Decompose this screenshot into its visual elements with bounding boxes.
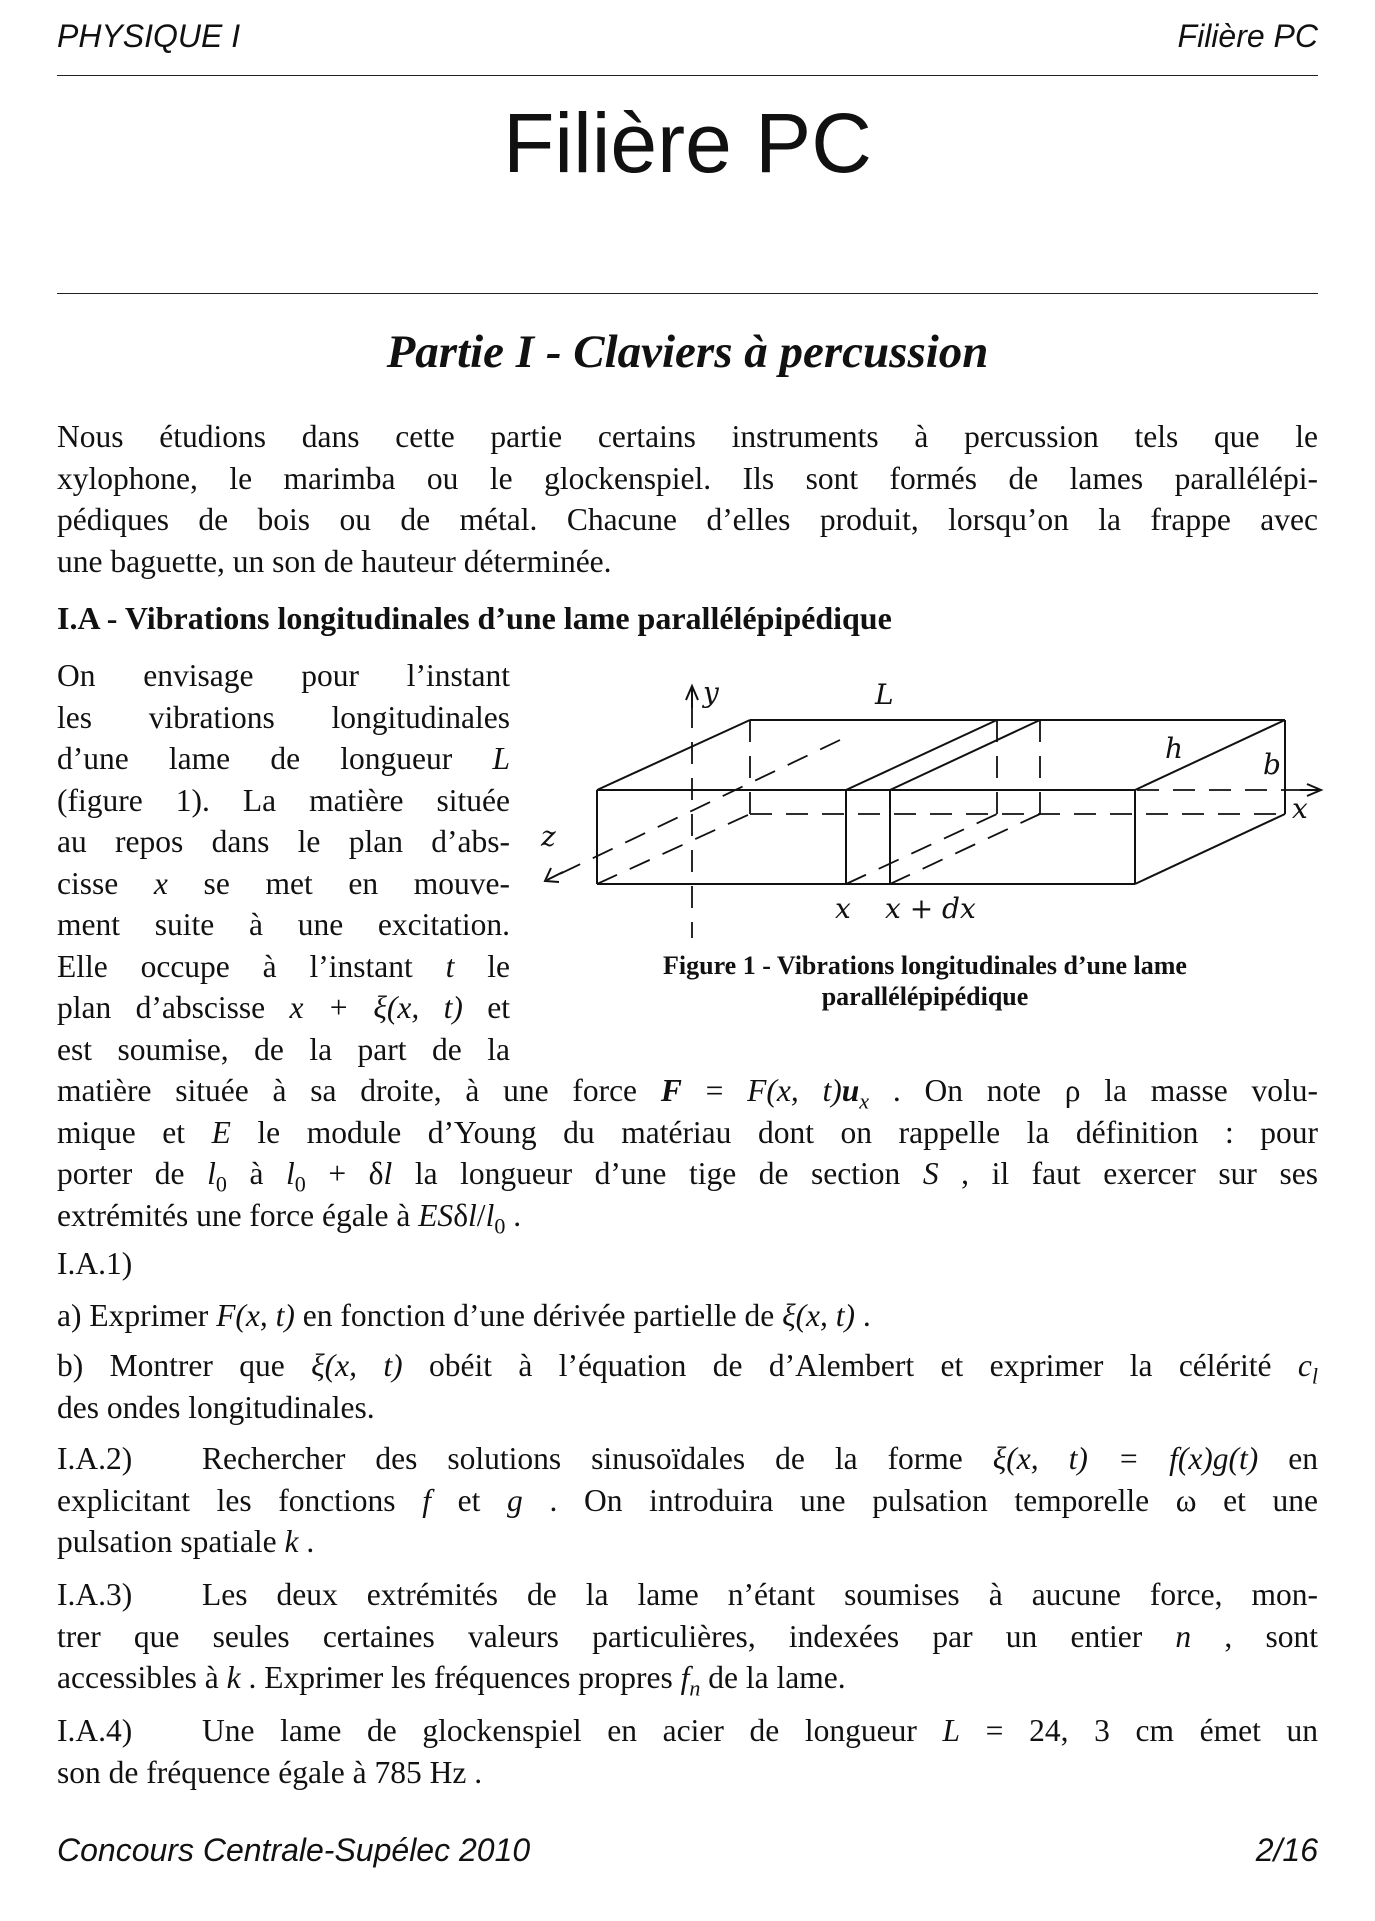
question-1b: b) Montrer que ξ(x, t) obéit à l’équation de d’Alembert et exprimer la célérité $c_l$ des ondes longitudinales. [57, 1348, 1318, 1425]
intro-paragraph [57, 416, 1318, 582]
body-line: mique et E le module d’Young du matériau dont on rappelle la définition : pour [57, 1114, 1319, 1150]
question-1-tag: I.A.1) [57, 1246, 133, 1281]
body-line: d’une lame de longueur L [57, 741, 510, 776]
label-z: z [541, 820, 556, 853]
box-edge [1135, 814, 1285, 884]
label-h: h [1165, 732, 1184, 765]
body-line: ment suite à une excitation. [57, 907, 510, 942]
body-line: plan d’abscisse x + ξ(x, t) et [57, 990, 510, 1025]
page-title: Filière PC [503, 96, 872, 190]
intro-line: xylophone, le marimba ou le glockenspiel. Ils sont formés de lames parallélépi- [57, 460, 1318, 496]
question-4: I.A.4) Une lame de glockenspiel en acier de longueur L = 24, 3 cm émet un son de fréquence égale à 785 Hz . [57, 1710, 1318, 1793]
body-line: matière située à sa droite, à une force F = F(x, $t)u_x$ . On note ρ la masse volu- [57, 1073, 1319, 1114]
footer-contest: Concours Centrale-Supélec 2010 [57, 1832, 531, 1868]
part-title: Partie I - Claviers à percussion [386, 326, 989, 378]
box-edge [597, 720, 750, 790]
figure-1 [535, 668, 1325, 938]
question-tag: I.A.4) [57, 1713, 133, 1748]
body-line: porter de $l_0$ à $l_0 + \delta l$ la longueur d’une tige de section S , il faut exercer sur ses [57, 1156, 1318, 1197]
question-3: I.A.3) Les deux extrémités de la lame n’étant soumises à aucune force, mon- trer que seules certaines valeurs particulières, indexées par un entier n , sont accessibles à k . Exprimer les fréquences propres $f_n$ de la lame. [57, 1574, 1318, 1699]
body-continuation [57, 1070, 1319, 1239]
section-title: I.A - Vibrations longitudinales d’une lame parallélépipédique [57, 600, 892, 636]
header-subject: PHYSIQUE I [57, 18, 241, 54]
label-x-axis: x [1292, 792, 1308, 825]
body-line: les vibrations longitudinales [57, 699, 510, 735]
question-2: I.A.2) Rechercher des solutions sinusoïdales de la forme ξ(x, t) = f(x)g(t) en explicitant les fonctions f et g . On introduira une pulsation temporelle ω et une pulsation spatiale k . [57, 1438, 1318, 1563]
question-1a: a) Exprimer F(x, t) en fonction d’une dérivée partielle de ξ(x, t) . [57, 1298, 871, 1333]
question-tag: I.A.2) [57, 1441, 133, 1476]
body-line: extrémités une force égale à ESδl/$l_0$ . [57, 1197, 522, 1239]
label-L: L [875, 678, 894, 711]
intro-line: Nous étudions dans cette partie certains instruments à percussion tels que le [57, 419, 1318, 454]
hidden-edge [890, 814, 1040, 884]
figure-caption-line: parallélépipédique [821, 982, 1029, 1011]
figure-caption-line: Figure 1 - Vibrations longitudinales d’une lame [663, 951, 1187, 980]
body-line: au repos dans le plan d’abs- [57, 824, 510, 859]
label-x-dx: x + dx [885, 892, 976, 925]
header-track: Filière PC [1177, 18, 1318, 54]
body-line: est soumise, de la part de la [57, 1031, 510, 1067]
question-tag: I.A.3) [57, 1577, 133, 1612]
body-line: (figure 1). La matière située [57, 782, 510, 818]
z-axis-line [547, 740, 840, 880]
body-line: On envisage pour l’instant [57, 658, 510, 693]
body-line: Elle occupe à l’instant t le [57, 948, 510, 984]
hidden-edge [597, 814, 750, 884]
label-y: y [703, 676, 719, 709]
label-b: b [1263, 748, 1281, 781]
hidden-edge [846, 814, 997, 884]
footer-page-number: 2/16 [1255, 1832, 1318, 1868]
title-divider [57, 293, 1318, 294]
slice-xdx-edge [890, 720, 1040, 790]
header-divider [57, 75, 1318, 76]
label-x: x [835, 892, 851, 925]
intro-line: une baguette, un son de hauteur déterminée. [57, 543, 612, 579]
figure-caption [540, 950, 1310, 1012]
intro-line: pédiques de bois ou de métal. Chacune d’elles produit, lorsqu’on la frappe avec [57, 502, 1318, 537]
body-line: cisse x se met en mouve- [57, 865, 510, 901]
slice-x-edge [846, 720, 997, 790]
body-column [57, 655, 510, 1070]
lame-diagram [535, 668, 1325, 938]
